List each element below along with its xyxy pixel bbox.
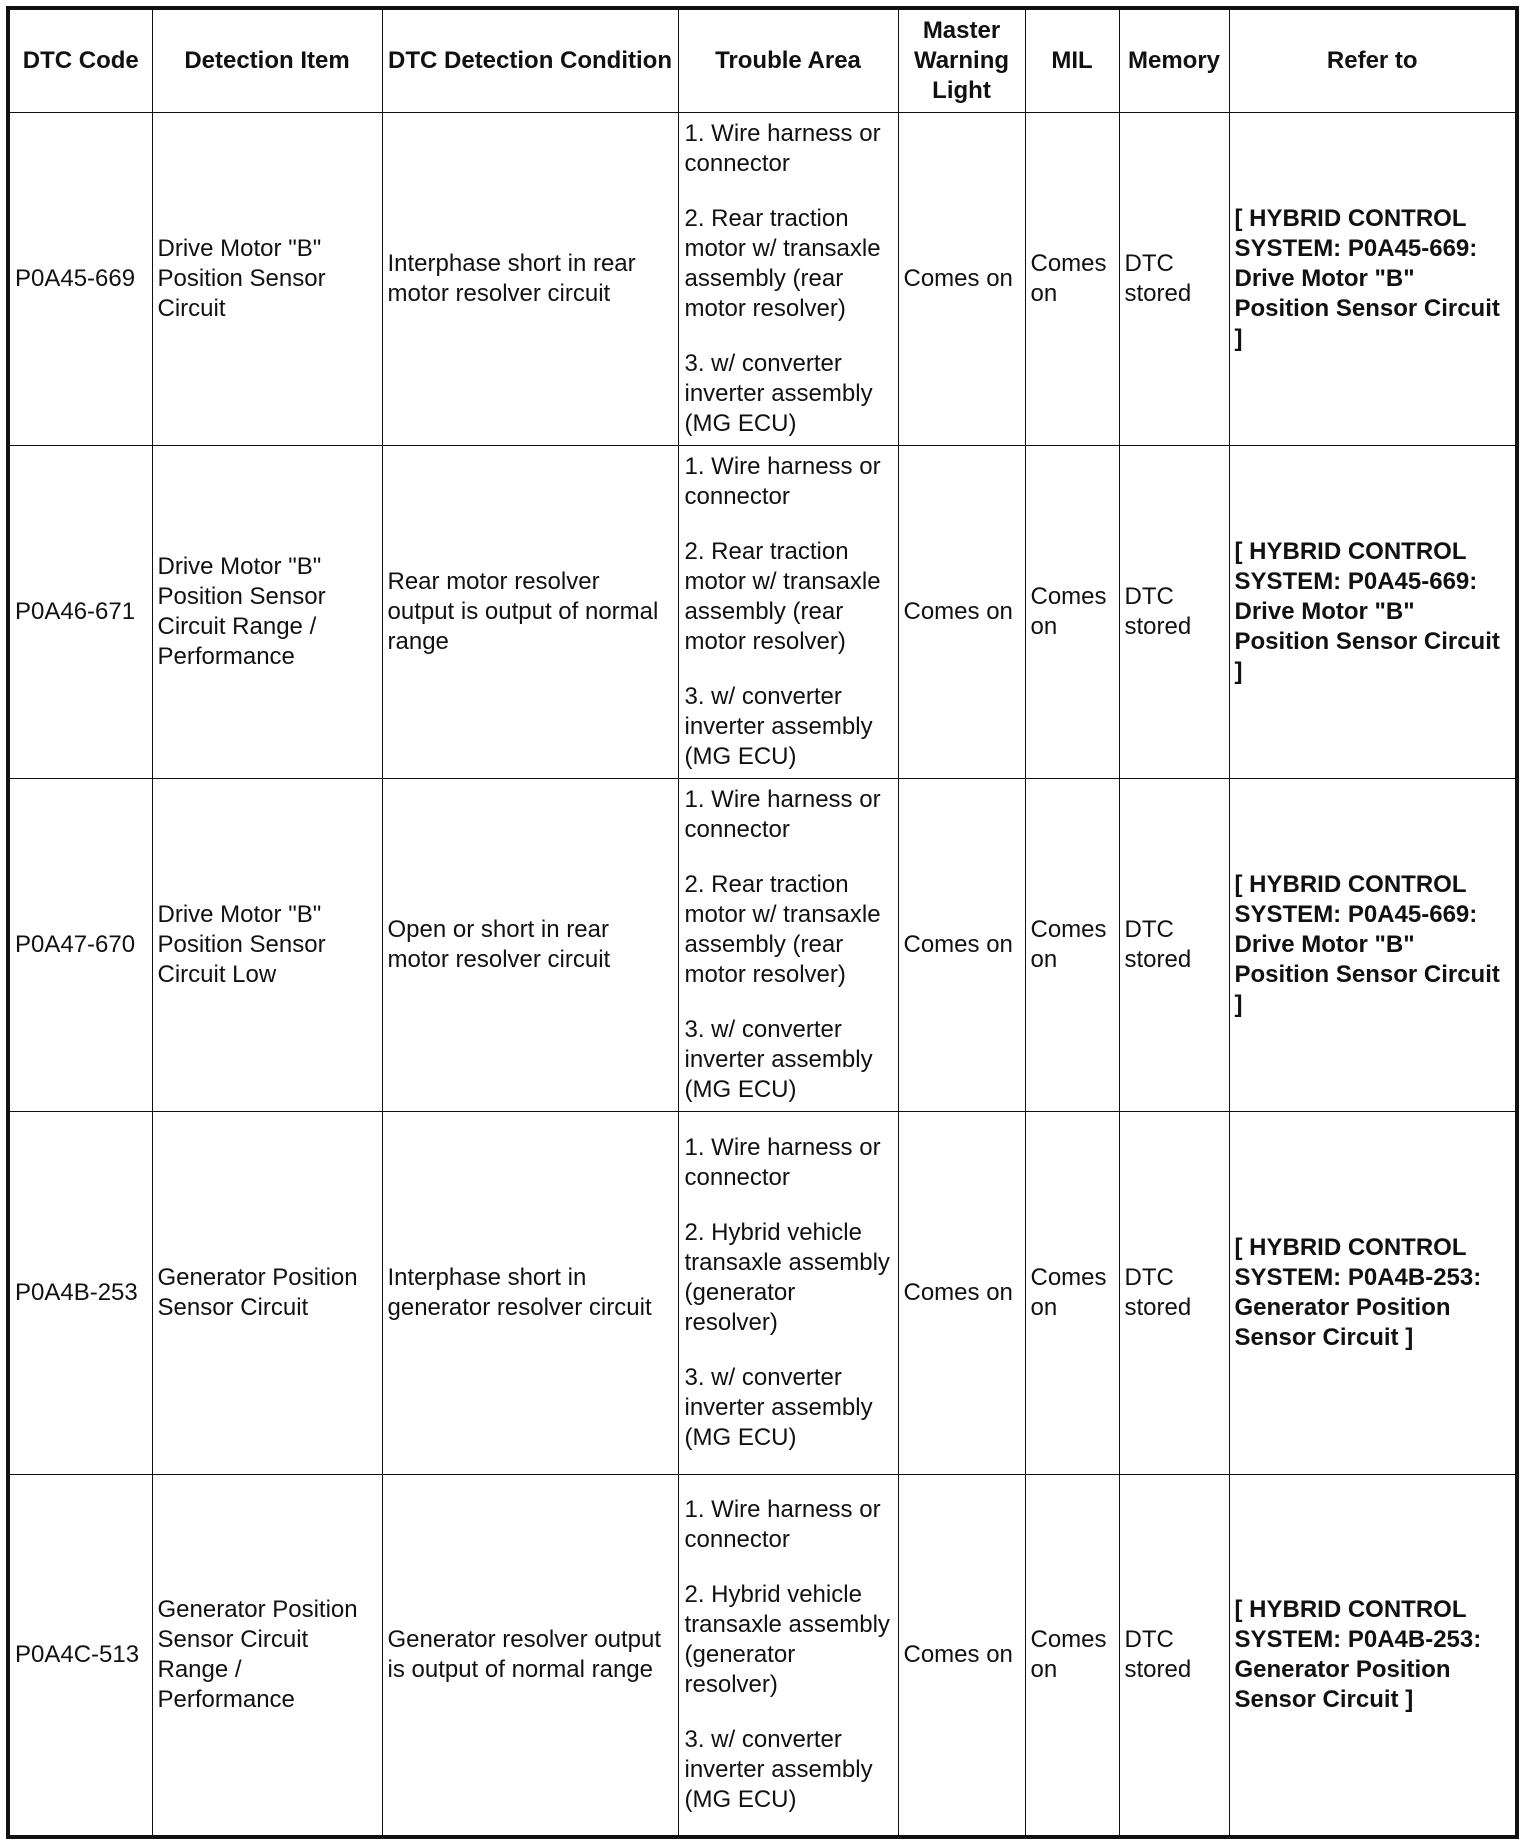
dtc-code-cell: P0A47-670 — [8, 778, 152, 1111]
trouble-area-item: 2. Rear traction motor w/ transaxle assembly (rear motor resolver) — [684, 537, 881, 655]
table-header-row — [8, 8, 1517, 112]
detection-item-cell: Drive Motor "B" Position Sensor Circuit Range / Performance — [152, 445, 382, 778]
refer-to-link[interactable]: [ HYBRID CONTROL SYSTEM: P0A45-669: Drive Motor "B" Position Sensor Circuit ] — [1229, 778, 1517, 1111]
header-mil: MIL — [1025, 8, 1119, 112]
dtc-table — [6, 6, 1519, 1839]
dtc-table-container — [6, 6, 1515, 1839]
header-refer-to: Refer to — [1229, 8, 1517, 112]
master-warning-cell: Comes on — [898, 1474, 1025, 1837]
table-row — [8, 1111, 1517, 1474]
refer-to-link[interactable]: [ HYBRID CONTROL SYSTEM: P0A4B-253: Generator Position Sensor Circuit ] — [1229, 1474, 1517, 1837]
detection-item-cell: Drive Motor "B" Position Sensor Circuit — [152, 112, 382, 445]
trouble-area-item: 3. w/ converter inverter assembly (MG ECU) — [684, 682, 873, 770]
detection-item-cell: Drive Motor "B" Position Sensor Circuit Low — [152, 778, 382, 1111]
master-warning-cell: Comes on — [898, 778, 1025, 1111]
mil-cell: Comes on — [1025, 1111, 1119, 1474]
trouble-area-item: 2. Hybrid vehicle transaxle assembly (generator resolver) — [684, 1218, 890, 1336]
trouble-area-item: 3. w/ converter inverter assembly (MG ECU) — [684, 349, 873, 437]
header-dtc-code: DTC Code — [8, 8, 152, 112]
header-detection-item: Detection Item — [152, 8, 382, 112]
mil-cell: Comes on — [1025, 778, 1119, 1111]
refer-to-link[interactable]: [ HYBRID CONTROL SYSTEM: P0A45-669: Drive Motor "B" Position Sensor Circuit ] — [1229, 112, 1517, 445]
mil-cell: Comes on — [1025, 112, 1119, 445]
detection-condition-cell: Open or short in rear motor resolver circuit — [382, 778, 678, 1111]
table-row — [8, 445, 1517, 778]
memory-cell: DTC stored — [1119, 778, 1229, 1111]
trouble-area-item: 3. w/ converter inverter assembly (MG ECU) — [684, 1363, 873, 1451]
memory-cell: DTC stored — [1119, 1474, 1229, 1837]
trouble-area-cell — [678, 1474, 898, 1837]
trouble-area-item: 1. Wire harness or connector — [684, 119, 881, 177]
dtc-code-cell: P0A46-671 — [8, 445, 152, 778]
trouble-area-item: 3. w/ converter inverter assembly (MG ECU) — [684, 1015, 873, 1103]
detection-condition-cell: Generator resolver output is output of normal range — [382, 1474, 678, 1837]
header-trouble-area: Trouble Area — [678, 8, 898, 112]
detection-condition-cell: Rear motor resolver output is output of normal range — [382, 445, 678, 778]
trouble-area-cell — [678, 112, 898, 445]
trouble-area-item: 2. Hybrid vehicle transaxle assembly (generator resolver) — [684, 1580, 890, 1698]
memory-cell: DTC stored — [1119, 445, 1229, 778]
dtc-code-cell: P0A4C-513 — [8, 1474, 152, 1837]
header-master-warning: Master Warning Light — [898, 8, 1025, 112]
refer-to-link[interactable]: [ HYBRID CONTROL SYSTEM: P0A45-669: Drive Motor "B" Position Sensor Circuit ] — [1229, 445, 1517, 778]
trouble-area-item: 2. Rear traction motor w/ transaxle assembly (rear motor resolver) — [684, 204, 881, 322]
trouble-area-cell — [678, 445, 898, 778]
trouble-area-item: 2. Rear traction motor w/ transaxle assembly (rear motor resolver) — [684, 870, 881, 988]
detection-item-cell: Generator Position Sensor Circuit Range / Performance — [152, 1474, 382, 1837]
master-warning-cell: Comes on — [898, 112, 1025, 445]
dtc-code-cell: P0A45-669 — [8, 112, 152, 445]
trouble-area-cell — [678, 1111, 898, 1474]
table-row — [8, 1474, 1517, 1837]
trouble-area-item: 3. w/ converter inverter assembly (MG ECU) — [684, 1725, 873, 1813]
trouble-area-item: 1. Wire harness or connector — [684, 785, 881, 843]
trouble-area-item: 1. Wire harness or connector — [684, 1133, 881, 1191]
mil-cell: Comes on — [1025, 445, 1119, 778]
memory-cell: DTC stored — [1119, 112, 1229, 445]
header-detection-condition: DTC Detection Condition — [382, 8, 678, 112]
memory-cell: DTC stored — [1119, 1111, 1229, 1474]
detection-condition-cell: Interphase short in generator resolver circuit — [382, 1111, 678, 1474]
detection-condition-cell: Interphase short in rear motor resolver circuit — [382, 112, 678, 445]
mil-cell: Comes on — [1025, 1474, 1119, 1837]
dtc-code-cell: P0A4B-253 — [8, 1111, 152, 1474]
trouble-area-item: 1. Wire harness or connector — [684, 452, 881, 510]
master-warning-cell: Comes on — [898, 1111, 1025, 1474]
master-warning-cell: Comes on — [898, 445, 1025, 778]
trouble-area-item: 1. Wire harness or connector — [684, 1495, 881, 1553]
trouble-area-cell — [678, 778, 898, 1111]
refer-to-link[interactable]: [ HYBRID CONTROL SYSTEM: P0A4B-253: Generator Position Sensor Circuit ] — [1229, 1111, 1517, 1474]
header-memory: Memory — [1119, 8, 1229, 112]
table-row — [8, 112, 1517, 445]
table-row — [8, 778, 1517, 1111]
detection-item-cell: Generator Position Sensor Circuit — [152, 1111, 382, 1474]
